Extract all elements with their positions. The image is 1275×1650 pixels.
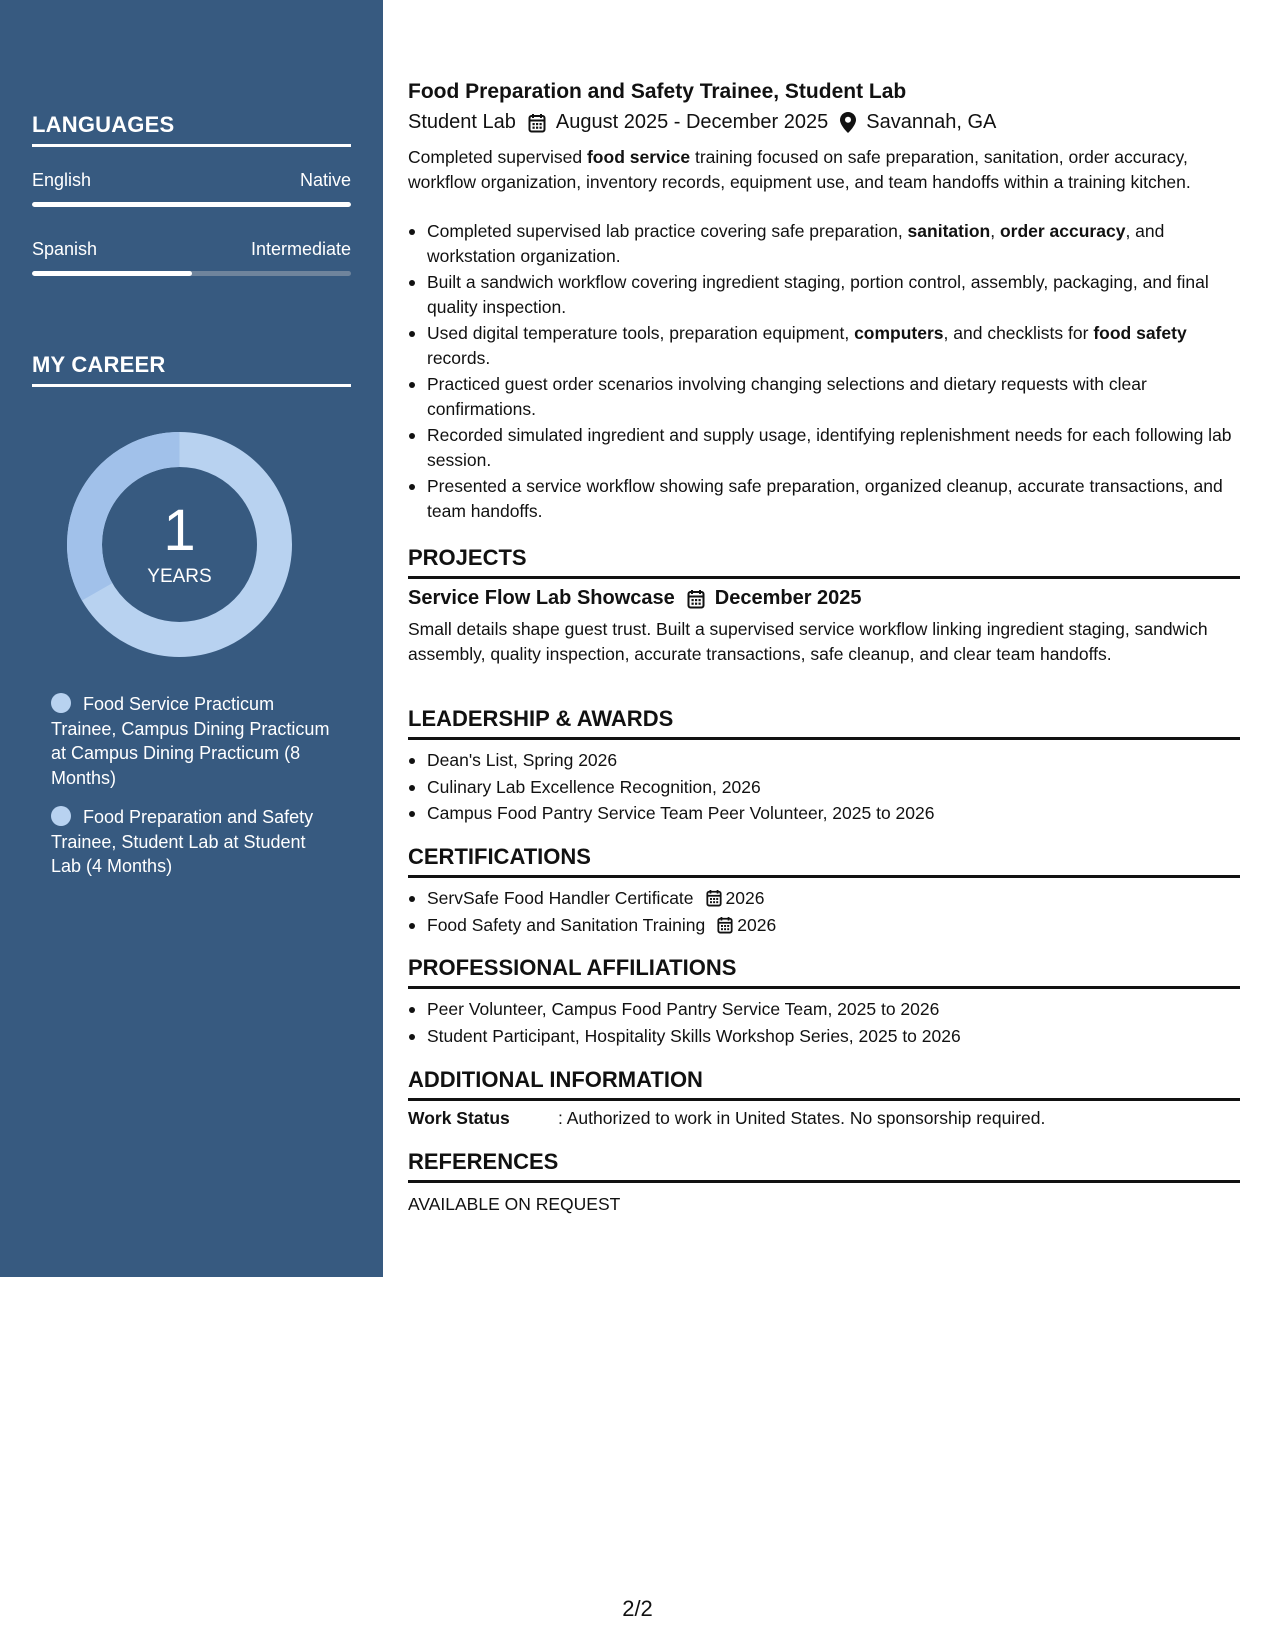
work-status-row: [408, 1108, 1045, 1129]
section-heading-references: REFERENCES: [408, 1149, 1240, 1183]
calendar-icon: [687, 589, 705, 609]
section-heading-leadership: LEADERSHIP & AWARDS: [408, 706, 1240, 740]
job-summary: [408, 145, 1240, 194]
text-run: records.: [427, 347, 491, 368]
text-run-bold: food service: [586, 147, 691, 167]
list-item: Dean's List, Spring 2026: [408, 748, 1240, 773]
career-item-text: Food Preparation and Safety Trainee, Student Lab at Student Lab (4 Months): [51, 807, 314, 876]
list-item: Built a sandwich workflow covering ingredient staging, portion control, assembly, packaging, and final quality inspection.: [408, 270, 1240, 319]
section-heading-affiliations: PROFESSIONAL AFFILIATIONS: [408, 955, 1240, 989]
list-item: Presented a service workflow showing safe preparation, organized cleanup, accurate transactions, and team handoffs.: [408, 474, 1240, 523]
language-level: Native: [299, 170, 351, 190]
work-status-label: Work Status: [408, 1108, 510, 1128]
career-years-unit: YEARS: [147, 565, 212, 587]
text-run-bold: sanitation: [907, 221, 991, 241]
section-heading-additional: ADDITIONAL INFORMATION: [408, 1067, 1240, 1101]
page-number: 2/2: [622, 1596, 653, 1621]
calendar-icon: [717, 916, 733, 934]
text-run-bold: food safety: [1093, 323, 1187, 343]
text-run: , and checklists for: [943, 323, 1094, 343]
calendar-icon: [528, 113, 546, 133]
job-company: Student Lab: [408, 111, 516, 133]
certifications-list: [408, 886, 1240, 939]
language-row-spanish: [32, 239, 351, 260]
certification-year: 2026: [737, 914, 777, 935]
affiliations-list: [408, 997, 1240, 1050]
career-item: [51, 692, 336, 790]
work-status-value: : Authorized to work in United States. No sponsorship required.: [558, 1108, 1046, 1128]
text-run: Completed supervised: [408, 147, 587, 167]
references-text: AVAILABLE ON REQUEST: [408, 1194, 621, 1214]
project-title-row: [408, 587, 862, 610]
career-dot-icon: [51, 806, 71, 826]
list-item: Culinary Lab Excellence Recognition, 2026: [408, 775, 1240, 800]
career-donut: [67, 432, 292, 657]
job-dates: August 2025 - December 2025: [555, 111, 829, 133]
languages-heading: LANGUAGES: [32, 112, 351, 147]
list-item: Recorded simulated ingredient and supply usage, identifying replenishment needs for each following lab session.: [408, 423, 1240, 472]
text-run: training focused on safe preparation, sanitation, order accuracy, workflow organization, inventory records, equipment use, and team handoffs within a training kitchen.: [408, 147, 1191, 192]
list-item: Campus Food Pantry Service Team Peer Volunteer, 2025 to 2026: [408, 801, 1240, 826]
language-bar-english: [32, 202, 351, 207]
career-dot-icon: [51, 693, 71, 713]
language-name: Spanish: [32, 239, 98, 259]
location-pin-icon: [840, 112, 856, 133]
language-bar-fill: [32, 202, 351, 207]
list-item: [408, 913, 1240, 938]
text-run-bold: computers: [854, 323, 944, 343]
leadership-list: [408, 748, 1240, 828]
language-bar-fill: [32, 271, 192, 276]
language-row-english: [32, 170, 351, 191]
language-bar-spanish: [32, 271, 351, 276]
section-heading-projects: PROJECTS: [408, 545, 1240, 579]
calendar-icon: [706, 889, 722, 907]
text-run: Completed supervised lab practice covering safe preparation,: [427, 221, 908, 241]
career-item: [51, 805, 336, 879]
certification-name: Food Safety and Sanitation Training: [427, 914, 706, 935]
sidebar: [0, 0, 383, 1277]
project-description: Small details shape guest trust. Built a supervised service workflow linking ingredient staging, sandwich assembly, quality inspection, accurate transactions, safe cleanup, and clear team handoffs.: [408, 619, 1208, 664]
text-run: , and workstation organization.: [427, 221, 1165, 266]
list-item: [408, 321, 1240, 370]
list-item: [408, 219, 1240, 268]
job-title: Food Preparation and Safety Trainee, Student Lab: [408, 80, 907, 103]
section-heading-certifications: CERTIFICATIONS: [408, 844, 1240, 878]
language-level: Intermediate: [250, 239, 351, 259]
donut-center: [67, 432, 292, 657]
career-years-number: 1: [163, 497, 196, 563]
text-run: ,: [990, 221, 1000, 241]
job-location: Savannah, GA: [866, 111, 997, 133]
certification-year: 2026: [725, 888, 765, 908]
list-item: [408, 886, 1240, 911]
project-date: December 2025: [714, 587, 862, 609]
job-bullet-list: [408, 219, 1240, 525]
career-item-text: Food Service Practicum Trainee, Campus Dining Practicum at Campus Dining Practicum (8 Months): [51, 694, 330, 788]
list-item: Practiced guest order scenarios involving changing selections and dietary requests with clear confirmations.: [408, 372, 1240, 421]
project-name: Service Flow Lab Showcase: [408, 587, 675, 609]
text-run: Used digital temperature tools, preparation equipment,: [427, 323, 855, 343]
list-item: Student Participant, Hospitality Skills Workshop Series, 2025 to 2026: [408, 1024, 1240, 1049]
career-heading: MY CAREER: [32, 352, 351, 387]
language-name: English: [32, 170, 92, 190]
list-item: Peer Volunteer, Campus Food Pantry Service Team, 2025 to 2026: [408, 997, 1240, 1022]
text-run-bold: order accuracy: [999, 221, 1126, 241]
certification-name: ServSafe Food Handler Certificate: [427, 888, 694, 908]
job-meta: [408, 111, 996, 134]
